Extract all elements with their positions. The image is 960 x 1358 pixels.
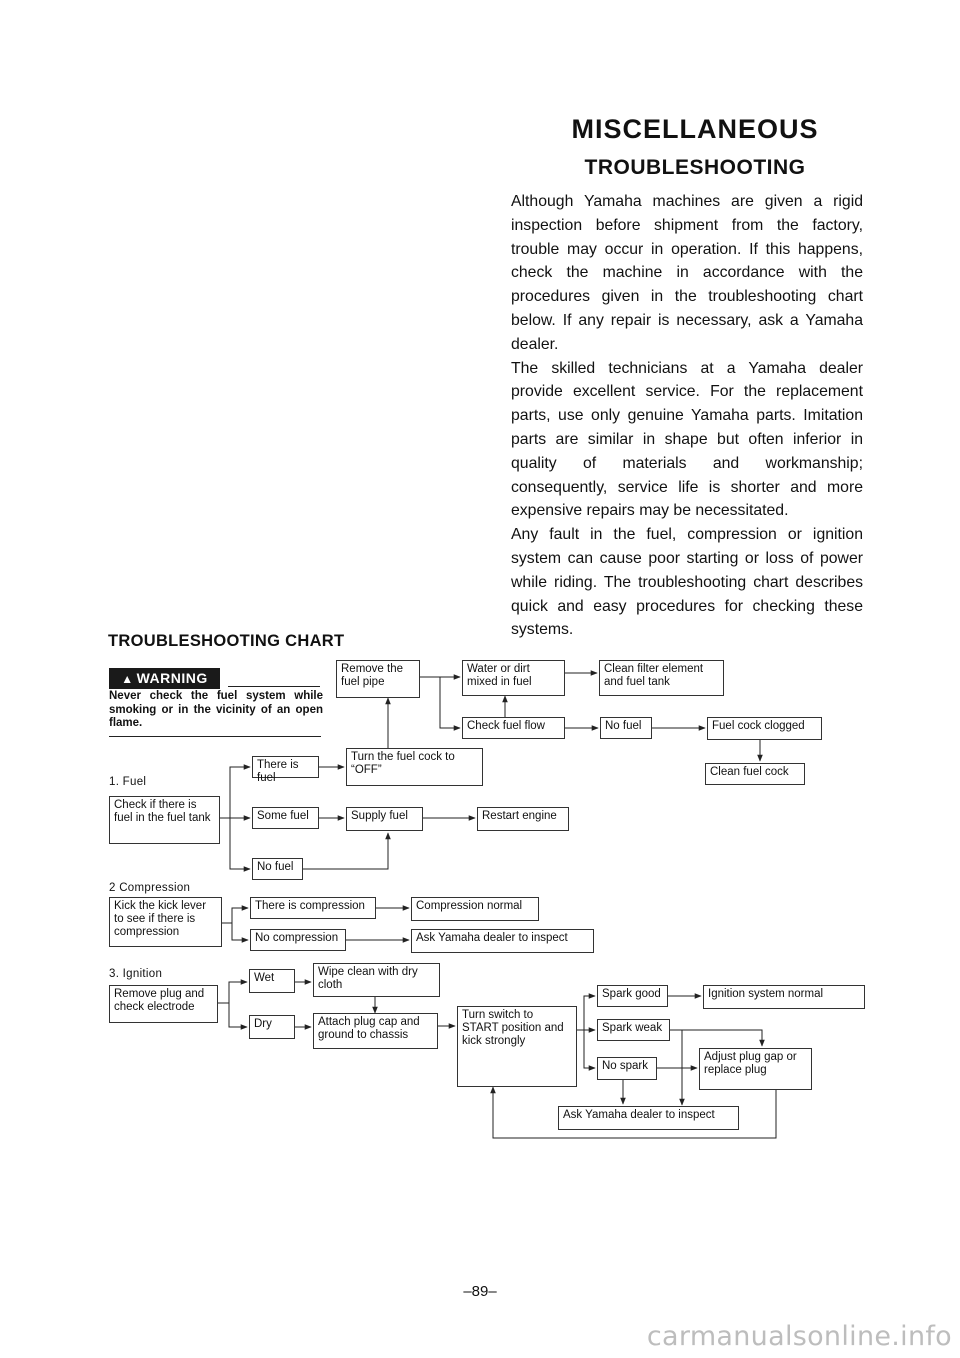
connector [303,833,388,869]
result-there-is-compression: There is compression [250,897,376,919]
step-remove-plug: Remove plug and check electrode [109,985,218,1023]
page-title: MISCELLANEOUS [571,114,819,144]
step-kick-lever: Kick the kick lever to see if there is compression [109,897,222,947]
action-wipe-clean: Wipe clean with dry cloth [313,963,440,997]
result-fuel-cock-clogged: Fuel cock clogged [707,717,822,740]
step-remove-fuel-pipe: Remove the fuel pipe [336,660,420,698]
intro-paragraph-3: Any fault in the fuel, compression or ignition system can cause poor starting or loss of power while riding. The troubleshooting chart describes quick and easy procedures for checking these systems. [511,526,863,639]
action-ask-dealer-compression: Ask Yamaha dealer to inspect [411,929,594,953]
connector [584,1030,595,1068]
action-ask-dealer-ignition: Ask Yamaha dealer to inspect [558,1106,739,1130]
connector [230,818,250,869]
action-restart-engine: Restart engine [477,807,569,831]
section-ignition-label: 3. Ignition [109,968,163,980]
intro-paragraph-1: Although Yamaha machines are given a rigid inspection before shipment from the factory, trouble may occur in operation. If this happens, check the machine in accordance with the procedures given in the troubleshooting chart below. If any repair is necessary, ask a Yamaha dealer. [511,193,863,353]
result-no-compression: No compression [250,929,346,951]
action-attach-plug-cap: Attach plug cap and ground to chassis [313,1013,438,1049]
watermark: carmanualsonline.info [646,1321,952,1352]
connector [220,767,250,818]
result-no-spark: No spark [597,1057,657,1080]
result-no-fuel: No fuel [252,858,303,880]
connector [420,677,460,728]
result-no-fuel-flow: No fuel [600,717,652,739]
action-turn-fuel-cock: Turn the fuel cock to “OFF” [346,748,483,786]
result-ignition-normal: Ignition system normal [703,985,865,1009]
action-supply-fuel: Supply fuel [346,807,423,831]
connector [222,908,248,923]
step-check-fuel-flow: Check fuel flow [462,717,565,739]
connector [229,1003,247,1027]
warning-triangle-icon: ▲ [121,672,134,686]
result-spark-good: Spark good [597,985,668,1007]
page-number: –89– [463,1283,497,1300]
action-clean-fuel-cock: Clean fuel cock [705,763,805,785]
result-compression-normal: Compression normal [411,897,539,921]
connector [218,982,247,1003]
section-title: TROUBLESHOOTING [584,156,806,179]
action-clean-filter: Clean filter element and fuel tank [599,660,724,696]
connector [670,1030,762,1046]
intro-paragraph-2: The skilled technicians at a Yamaha dealer provide excellent service. For the replacement parts, use only genuine Yamaha parts. Imitation parts are similar in shape but often inferior in quality of materials and workmanship; consequently, service life is shorter and more expensive repairs may be necessitated. [511,359,863,520]
section-fuel-label: 1. Fuel [109,776,147,788]
step-turn-switch: Turn switch to START position and kick strongly [457,1006,577,1087]
result-water-dirt: Water or dirt mixed in fuel [462,660,565,696]
section-compression-label: 2 Compression [109,882,191,894]
step-check-fuel: Check if there is fuel in the fuel tank [109,796,220,844]
action-adjust-plug-gap: Adjust plug gap or replace plug [699,1048,812,1090]
result-spark-weak: Spark weak [597,1019,670,1041]
result-wet: Wet [249,969,295,993]
connector [232,923,248,940]
result-there-is-fuel: There is fuel [252,756,319,778]
connector [577,996,595,1030]
result-some-fuel: Some fuel [252,807,319,829]
warning-text: Never check the fuel system while smoking or in the vicinity of an open flame. [109,690,323,729]
chart-title: TROUBLESHOOTING CHART [108,632,345,650]
warning-label: WARNING [136,670,208,686]
result-dry: Dry [249,1015,295,1039]
